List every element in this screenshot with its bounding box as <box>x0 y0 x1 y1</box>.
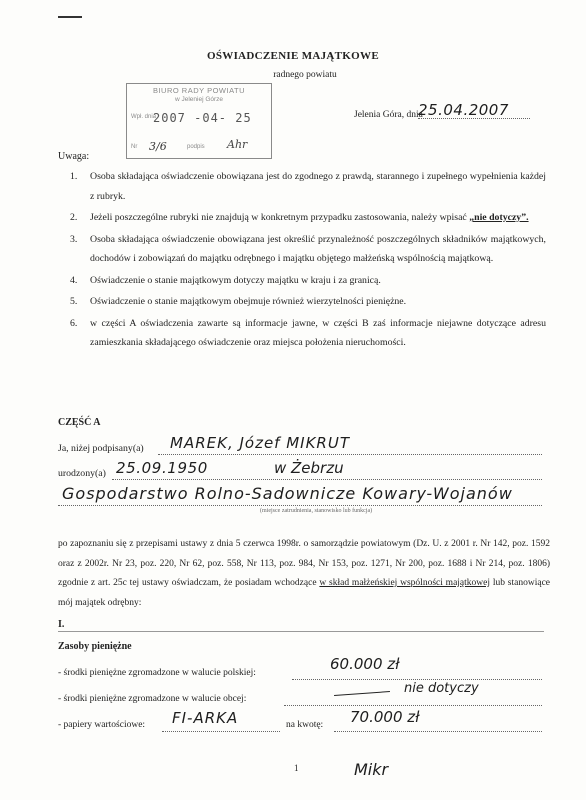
securities-amount: 70.000 zł <box>350 708 420 726</box>
stamp-nr-value: 3/6 <box>149 140 167 153</box>
note-number: 5. <box>70 296 78 307</box>
part-a-heading: CZĘŚĆ A <box>58 417 101 428</box>
foreign-funds-label: - środki pieniężne zgromadzone w walucie obcej: <box>58 694 247 704</box>
workplace: Gospodarstwo Rolno-Sadownicze Kowary-Wojanów <box>62 484 513 503</box>
note-number: 6. <box>70 317 78 329</box>
pln-funds-label: - środki pieniężne zgromadzone w walucie polskiej: <box>58 668 256 678</box>
securities-amount-dotted-line <box>334 731 542 732</box>
place-label: Jelenia Góra, dnia <box>354 110 423 120</box>
note-number: 2. <box>70 212 78 223</box>
signed-dotted-line <box>158 454 542 455</box>
securities-value: FI-ARKA <box>172 709 239 727</box>
securities-label: - papiery wartościowe: <box>58 720 146 730</box>
securities-amount-label: na kwotę: <box>286 720 324 730</box>
stamp-signature-label: podpis <box>187 144 205 150</box>
note-text: Osoba składająca oświadczenie obowiązana jest określić przynależność poszczególnych składników majątkowych, dochodów i zobowiązań do majątku odrębnego i majątku objętego małżeńską wspólnością majątkową. <box>90 233 546 264</box>
note-item <box>70 167 546 206</box>
top-mark <box>58 16 82 18</box>
foreign-funds-dotted-line <box>284 705 542 706</box>
stamp-signature-value: Ahr <box>227 138 248 151</box>
notes-heading: Uwaga: <box>58 151 90 162</box>
pln-funds-value: 60.000 zł <box>330 655 400 673</box>
note-text: Osoba składająca oświadczenie obowiązana jest do zgodnego z prawdą, starannego i zupełnego wypełnienia każdej z rubryk. <box>90 171 546 202</box>
signature: Mikr <box>354 760 389 779</box>
document-subtitle: radnego powiatu <box>273 70 337 80</box>
born-dotted-line <box>112 479 542 480</box>
page-number: 1 <box>294 763 299 773</box>
note-text <box>90 208 546 228</box>
note-text-part: Jeżeli poszczególne rubryki nie znajdują w konkretnym przypadku zastosowania, należy wpisać <box>90 212 470 223</box>
signed-label: Ja, niżej podpisany(a) <box>58 443 144 454</box>
legal-paragraph-text: po zapoznaniu się z przepisami ustawy z dnia 5 czerwca 1998r. o samorządzie powiatowym (Dz. U. z 2001 r. Nr 142, poz. 1592 oraz z 2002r. Nr 23, poz. 220, Nr 62, poz. 558, Nr 113, poz. 984, Nr 153, poz. 1271, Nr 200, poz. 1688 i Nr 214, poz. 1806) zgodnie z art. 25c tej ustawy oświadczam, że posiadam wchodzące <box>58 539 550 588</box>
stamp-received-label: Wpł. dnia <box>131 114 157 120</box>
note-text: Oświadczenie o stanie majątkowym dotyczy majątku w kraju i za granicą. <box>90 274 381 286</box>
legal-paragraph <box>58 535 550 613</box>
securities-dotted-line <box>162 731 280 732</box>
registry-stamp <box>126 83 272 159</box>
note-item <box>70 314 546 353</box>
foreign-funds-dash <box>334 691 390 696</box>
section-title: Zasoby pieniężne <box>58 641 132 652</box>
declaration-date: 25.04.2007 <box>418 101 509 119</box>
note-item <box>70 230 546 269</box>
stamp-date: 2007 -04- 25 <box>153 111 252 125</box>
born-label: urodzony(a) <box>58 468 106 479</box>
workplace-dotted-line <box>58 505 542 506</box>
note-number: 4. <box>70 274 78 286</box>
stamp-office: BIURO RADY POWIATU <box>152 86 246 95</box>
stamp-nr-label: Nr <box>131 144 138 150</box>
marital-property-phrase: w skład małżeńskiej wspólności majątkowej <box>319 578 491 588</box>
note-item <box>70 208 546 228</box>
stamp-city: w Jeleniej Górze <box>174 96 224 103</box>
note-number: 3. <box>70 233 78 245</box>
document-title: OŚWIADCZENIE MAJĄTKOWE <box>207 50 379 62</box>
note-text: w części A oświadczenia zawarte są informacje jawne, w części B zaś informacje niejawne dotyczące adresu zamieszkania składającego oświadczenie oraz miejsca położenia nieruchomości. <box>90 317 546 348</box>
note-item <box>70 271 546 291</box>
note-number: 1. <box>70 171 78 182</box>
not-applicable-phrase: „nie dotyczy”. <box>469 212 529 223</box>
birth-place: w Żebrzu <box>274 459 344 477</box>
pln-funds-dotted-line <box>292 679 542 680</box>
workplace-hint: (miejsce zatrudnienia, stanowisko lub funkcja) <box>260 508 373 514</box>
notes-list <box>70 167 546 355</box>
legal-paragraph-end: lub stanowiące mój majątek odrębny: <box>58 578 550 608</box>
note-item <box>70 292 546 312</box>
note-text: Oświadczenie o stanie majątkowym obejmuje również wierzytelności pieniężne. <box>90 296 407 307</box>
date-dotted-line <box>418 118 530 119</box>
foreign-funds-value: nie dotyczy <box>404 681 479 696</box>
declarant-name: MAREK, Józef MIKRUT <box>170 434 350 452</box>
birth-date: 25.09.1950 <box>116 459 208 477</box>
section-number: I. <box>58 619 65 630</box>
section-divider <box>58 631 544 632</box>
